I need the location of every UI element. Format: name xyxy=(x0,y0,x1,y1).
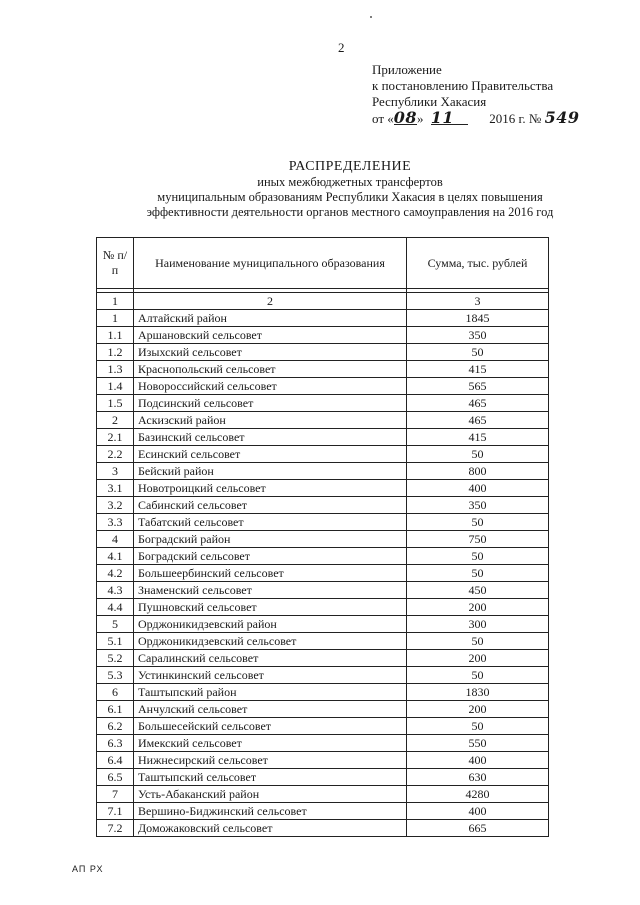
row-sum: 400 xyxy=(407,480,549,497)
table-row xyxy=(97,599,549,616)
table-row xyxy=(97,531,549,548)
row-name: Таштыпский сельсовет xyxy=(134,769,407,786)
table-row xyxy=(97,361,549,378)
row-sum: 50 xyxy=(407,565,549,582)
page-number: 2 xyxy=(338,40,345,55)
row-sum: 350 xyxy=(407,497,549,514)
row-name: Доможаковский сельсовет xyxy=(134,820,407,837)
row-name: Аскизский район xyxy=(134,412,407,429)
header-name: Наименование муниципального образования xyxy=(134,238,407,289)
table-row xyxy=(97,667,549,684)
header-sum: Сумма, тыс. рублей xyxy=(407,238,549,289)
subtitle-line-3: эффективности деятельности органов местного самоуправления на 2016 год xyxy=(146,205,554,219)
row-name: Аршановский сельсовет xyxy=(134,327,407,344)
appendix-line-3: Республики Хакасия xyxy=(372,94,487,109)
row-sum: 50 xyxy=(407,667,549,684)
header-num: № п/п xyxy=(97,238,134,289)
row-name: Анчулский сельсовет xyxy=(134,701,407,718)
row-name: Орджоникидзевский район xyxy=(134,616,407,633)
table-row xyxy=(97,803,549,820)
row-num: 2.1 xyxy=(97,429,134,446)
appendix-header xyxy=(372,62,579,127)
table-row xyxy=(97,480,549,497)
appendix-date-line xyxy=(372,110,579,127)
table-row xyxy=(97,752,549,769)
row-sum: 465 xyxy=(407,395,549,412)
row-num: 3.1 xyxy=(97,480,134,497)
row-sum: 565 xyxy=(407,378,549,395)
row-num: 1.2 xyxy=(97,344,134,361)
table-row xyxy=(97,497,549,514)
table-row xyxy=(97,378,549,395)
row-sum: 50 xyxy=(407,718,549,735)
row-name: Боградский сельсовет xyxy=(134,548,407,565)
row-num: 1.3 xyxy=(97,361,134,378)
table-row xyxy=(97,735,549,752)
table-row xyxy=(97,344,549,361)
doc-number: 549 xyxy=(544,108,580,127)
date-month: 11 xyxy=(431,111,468,125)
document-title: РАСПРЕДЕЛЕНИЕ xyxy=(288,159,412,174)
index-cell: 3 xyxy=(407,293,549,310)
subtitle-line-2: муниципальным образованиям Республики Хакасия в целях повышения xyxy=(157,190,543,204)
row-sum: 450 xyxy=(407,582,549,599)
row-num: 5.3 xyxy=(97,667,134,684)
row-name: Имекский сельсовет xyxy=(134,735,407,752)
row-name: Знаменский сельсовет xyxy=(134,582,407,599)
row-num: 6.1 xyxy=(97,701,134,718)
row-num: 6.4 xyxy=(97,752,134,769)
row-name: Подсинский сельсовет xyxy=(134,395,407,412)
row-name: Таштыпский район xyxy=(134,684,407,701)
row-name: Орджоникидзевский сельсовет xyxy=(134,633,407,650)
row-num: 6.3 xyxy=(97,735,134,752)
row-sum: 465 xyxy=(407,412,549,429)
row-num: 4.3 xyxy=(97,582,134,599)
row-name: Усть-Абаканский район xyxy=(134,786,407,803)
table-row xyxy=(97,565,549,582)
row-sum: 50 xyxy=(407,548,549,565)
row-sum: 200 xyxy=(407,599,549,616)
row-name: Табатский сельсовет xyxy=(134,514,407,531)
row-sum: 415 xyxy=(407,361,549,378)
row-sum: 350 xyxy=(407,327,549,344)
row-name: Большеербинский сельсовет xyxy=(134,565,407,582)
table-row xyxy=(97,769,549,786)
row-sum: 50 xyxy=(407,344,549,361)
row-sum: 750 xyxy=(407,531,549,548)
row-sum: 200 xyxy=(407,650,549,667)
appendix-line-2: к постановлению Правительства xyxy=(372,78,554,93)
row-num: 3 xyxy=(97,463,134,480)
table-row xyxy=(97,463,549,480)
index-cell: 2 xyxy=(134,293,407,310)
row-sum: 800 xyxy=(407,463,549,480)
row-num: 6.2 xyxy=(97,718,134,735)
row-num: 4.2 xyxy=(97,565,134,582)
table-row xyxy=(97,786,549,803)
row-num: 1.4 xyxy=(97,378,134,395)
row-num: 7.2 xyxy=(97,820,134,837)
title-block xyxy=(100,158,600,220)
row-sum: 630 xyxy=(407,769,549,786)
row-name: Есинский сельсовет xyxy=(134,446,407,463)
table-row xyxy=(97,327,549,344)
row-name: Краснопольский сельсовет xyxy=(134,361,407,378)
row-sum: 50 xyxy=(407,514,549,531)
row-num: 1.5 xyxy=(97,395,134,412)
row-name: Боградский район xyxy=(134,531,407,548)
row-name: Бейский район xyxy=(134,463,407,480)
date-mid: » xyxy=(417,111,424,126)
table-row xyxy=(97,616,549,633)
row-num: 5.1 xyxy=(97,633,134,650)
table-row xyxy=(97,310,549,327)
table-row xyxy=(97,650,549,667)
row-name: Базинский сельсовет xyxy=(134,429,407,446)
row-name: Алтайский район xyxy=(134,310,407,327)
row-name: Саралинский сельсовет xyxy=(134,650,407,667)
row-num: 1 xyxy=(97,310,134,327)
table-row xyxy=(97,718,549,735)
date-prefix: от « xyxy=(372,111,394,126)
row-sum: 4280 xyxy=(407,786,549,803)
row-sum: 400 xyxy=(407,752,549,769)
index-cell: 1 xyxy=(97,293,134,310)
row-name: Пушновский сельсовет xyxy=(134,599,407,616)
table-row xyxy=(97,514,549,531)
table-row xyxy=(97,701,549,718)
table-row xyxy=(97,395,549,412)
row-num: 3.3 xyxy=(97,514,134,531)
footer-mark: АП РХ xyxy=(72,864,104,874)
table-row xyxy=(97,633,549,650)
row-sum: 50 xyxy=(407,446,549,463)
table-row xyxy=(97,548,549,565)
row-sum: 550 xyxy=(407,735,549,752)
scan-speck xyxy=(370,16,372,18)
row-sum: 665 xyxy=(407,820,549,837)
row-name: Изыхский сельсовет xyxy=(134,344,407,361)
row-name: Нижнесирский сельсовет xyxy=(134,752,407,769)
row-name: Устинкинский сельсовет xyxy=(134,667,407,684)
row-num: 7.1 xyxy=(97,803,134,820)
table-header-row xyxy=(97,238,549,289)
date-year: 2016 г. № xyxy=(489,111,542,126)
row-num: 4.1 xyxy=(97,548,134,565)
row-sum: 400 xyxy=(407,803,549,820)
row-num: 6 xyxy=(97,684,134,701)
appendix-line-1: Приложение xyxy=(372,62,442,77)
date-day: 08 xyxy=(393,108,418,127)
row-name: Новотроицкий сельсовет xyxy=(134,480,407,497)
row-sum: 50 xyxy=(407,633,549,650)
row-name: Сабинский сельсовет xyxy=(134,497,407,514)
row-num: 4 xyxy=(97,531,134,548)
row-num: 2 xyxy=(97,412,134,429)
table-row xyxy=(97,429,549,446)
row-name: Большесейский сельсовет xyxy=(134,718,407,735)
row-num: 1.1 xyxy=(97,327,134,344)
row-sum: 200 xyxy=(407,701,549,718)
row-sum: 300 xyxy=(407,616,549,633)
table-row xyxy=(97,820,549,837)
row-num: 6.5 xyxy=(97,769,134,786)
row-num: 5.2 xyxy=(97,650,134,667)
row-num: 3.2 xyxy=(97,497,134,514)
row-num: 4.4 xyxy=(97,599,134,616)
row-num: 2.2 xyxy=(97,446,134,463)
row-sum: 415 xyxy=(407,429,549,446)
row-num: 5 xyxy=(97,616,134,633)
table-row xyxy=(97,582,549,599)
row-name: Новороссийский сельсовет xyxy=(134,378,407,395)
row-sum: 1830 xyxy=(407,684,549,701)
table-row xyxy=(97,684,549,701)
row-num: 7 xyxy=(97,786,134,803)
table-row xyxy=(97,412,549,429)
row-name: Вершино-Биджинский сельсовет xyxy=(134,803,407,820)
table-row xyxy=(97,446,549,463)
row-sum: 1845 xyxy=(407,310,549,327)
table-index-row xyxy=(97,293,549,310)
distribution-table xyxy=(96,237,549,837)
subtitle-line-1: иных межбюджетных трансфертов xyxy=(257,175,443,189)
